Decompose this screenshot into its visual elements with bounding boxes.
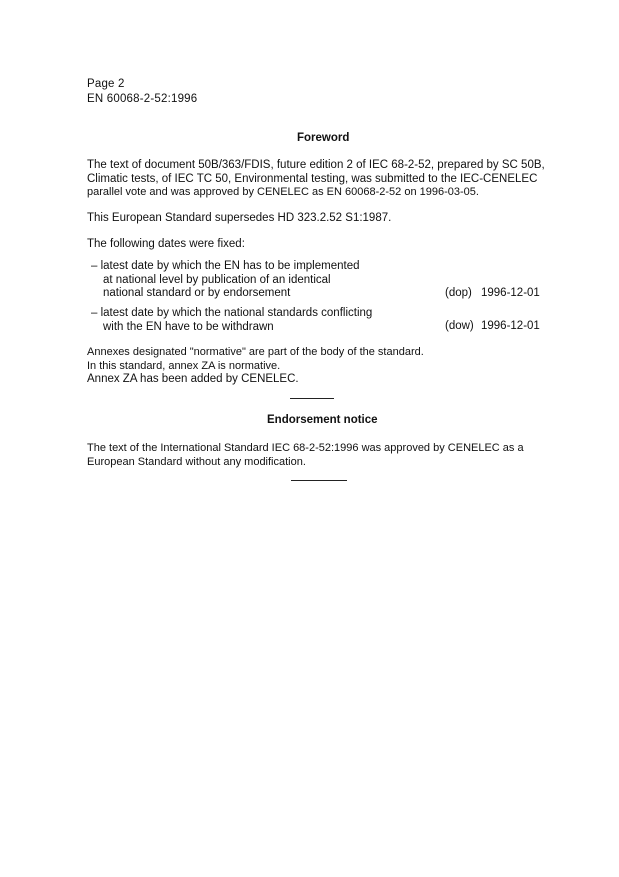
annex-line: In this standard, annex ZA is normative.: [87, 359, 281, 372]
section-divider: [290, 398, 334, 399]
date-value-dop: 1996-12-01: [481, 287, 540, 299]
endorsement-line: The text of the International Standard IEC 68-2-52:1996 was approved by CENELEC as a: [87, 442, 524, 454]
foreword-intro: [87, 159, 545, 200]
date-code-dow: (dow): [445, 320, 474, 332]
foreword-intro-line: Climatic tests, of IEC TC 50, Environmental testing, was submitted to the IEC-CENELEC: [87, 172, 538, 185]
date-item-line: – latest date by which the EN has to be implemented: [91, 260, 360, 272]
endorsement-line: European Standard without any modification.: [87, 455, 306, 468]
foreword-intro-line: The text of document 50B/363/FDIS, future edition 2 of IEC 68-2-52, prepared by SC 50B,: [87, 159, 545, 171]
date-item-dow: [91, 307, 372, 334]
standard-number: EN 60068-2-52:1996: [87, 93, 198, 105]
endorsement-text: [87, 442, 524, 469]
dates-intro: The following dates were fixed:: [87, 238, 245, 250]
date-item-line: at national level by publication of an identical: [103, 273, 331, 286]
date-item-dop: [91, 260, 360, 301]
endorsement-title: Endorsement notice: [267, 414, 378, 426]
foreword-intro-line: parallel vote and was approved by CENELEC as EN 60068-2-52 on 1996-03-05.: [87, 186, 479, 198]
page-number: Page 2: [87, 78, 125, 90]
supersedes-text: This European Standard supersedes HD 323.2.52 S1:1987.: [87, 212, 392, 224]
date-item-line: with the EN have to be withdrawn: [103, 320, 274, 333]
end-divider: [291, 480, 347, 481]
annex-line: Annexes designated "normative" are part of the body of the standard.: [87, 346, 424, 358]
annex-notes: [87, 346, 424, 387]
date-value-dow: 1996-12-01: [481, 320, 540, 332]
annex-line: Annex ZA has been added by CENELEC.: [87, 373, 299, 385]
date-item-line: – latest date by which the national standards conflicting: [91, 307, 373, 319]
date-item-line: national standard or by endorsement: [103, 287, 291, 299]
date-code-dop: (dop): [445, 287, 472, 299]
foreword-title: Foreword: [297, 132, 350, 144]
